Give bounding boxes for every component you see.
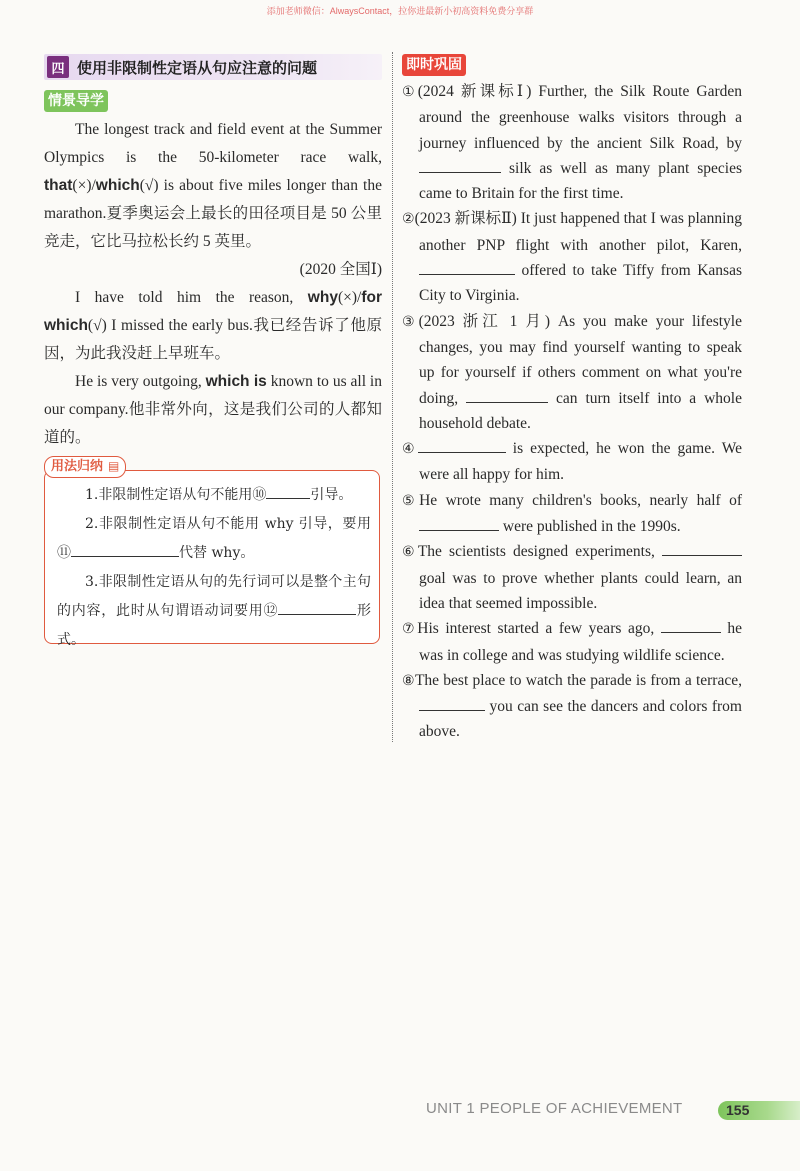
usage-rule-2: 2.非限制性定语从句不能用 why 引导，要用⑪ 代替 why。 bbox=[57, 516, 371, 561]
practice-item-5: ⑤He wrote many children's books, nearly half of were published in the 1990s. bbox=[402, 491, 742, 536]
practice-blank-8[interactable] bbox=[419, 694, 485, 711]
practice-blank-7[interactable] bbox=[661, 616, 721, 633]
practice-blank-3[interactable] bbox=[466, 386, 548, 403]
example-3: He is very outgoing, which is known to us all in our company.他非常外向，这是我们公司的人都知道的。 bbox=[44, 373, 382, 446]
practice-item-2: ②(2023 新课标Ⅱ) It just happened that I was planning another PNP flight with another pilot, Karen, offered to take Tiffy from Kansas City to Virginia. bbox=[402, 210, 742, 305]
section-header bbox=[44, 54, 382, 80]
practice-list bbox=[402, 79, 742, 745]
usage-summary-box bbox=[44, 470, 380, 648]
practice-blank-6[interactable] bbox=[662, 539, 742, 556]
practice-item-7: ⑦His interest started a few years ago, he was in college and was studying wildlife science. bbox=[419, 616, 742, 668]
practice-item-8: ⑧The best place to watch the parade is from a terrace, you can see the dancers and colors from above. bbox=[402, 671, 742, 741]
answer-blank-12[interactable] bbox=[278, 598, 356, 615]
watermark: 添加老师微信：AlwaysContact，拉你进最新小初高资料免费分享群 bbox=[266, 6, 534, 16]
practice-blank-1[interactable] bbox=[419, 156, 501, 173]
practice-blank-2[interactable] bbox=[419, 258, 515, 275]
practice-item-3: ③(2023 浙江 1 月) As you make your lifestyle changes, you may find yourself wanting to speak up for yourself if others comment on what you're doing, can turn itself into a whole household debate. bbox=[402, 312, 742, 432]
practice-tag: 即时巩固 bbox=[402, 54, 466, 76]
answer-blank-10[interactable] bbox=[266, 482, 310, 499]
example-2: I have told him the reason, why(×)/for which(√) I missed the early bus.我已经告诉了他原因，为此我没赶上早班车。 bbox=[44, 289, 382, 362]
usage-rule-1: 1.非限制性定语从句不能用⑩ 引导。 bbox=[57, 481, 371, 510]
usage-rule-3: 3.非限制性定语从句的先行词可以是整个主句的内容，此时从句谓语动词要用⑫ 形式。 bbox=[57, 574, 371, 648]
examples-block bbox=[44, 116, 382, 452]
example-1-source: (2020 全国Ⅰ) bbox=[299, 261, 382, 278]
usage-tag: 用法归纳 ▤ bbox=[44, 456, 126, 478]
unit-title: UNIT 1 PEOPLE OF ACHIEVEMENT bbox=[426, 1100, 683, 1117]
column-divider bbox=[392, 52, 393, 742]
example-1: The longest track and field event at the Summer Olympics is the 50-kilometer race walk, that(×)/which(√) is about five miles longer than the marathon.夏季奥运会上最长的田径项目是 50 公里竞走，它比马拉松长约 5 英里。 bbox=[44, 121, 382, 250]
practice-blank-4[interactable] bbox=[418, 436, 506, 453]
practice-item-4: ④ is expected, he won the game. We were all happy for him. bbox=[419, 436, 742, 488]
practice-item-6: ⑥The scientists designed experiments, goal was to prove whether plants could learn, an idea that seemed impossible. bbox=[419, 539, 742, 616]
practice-item-1: ①(2024 新课标Ⅰ) Further, the Silk Route Garden around the greenhouse walks visitors through a journey influenced by the ancient Silk Road, by silk as well as many plant species came to Britain for the first time. bbox=[402, 83, 742, 203]
page-number: 155 bbox=[718, 1101, 800, 1120]
box-icon: ▤ bbox=[108, 459, 120, 473]
answer-blank-11[interactable] bbox=[71, 540, 179, 557]
section-title: 使用非限制性定语从句应注意的问题 bbox=[77, 58, 318, 77]
practice-blank-5[interactable] bbox=[419, 514, 499, 531]
section-number: 四 bbox=[47, 56, 69, 78]
intro-tag: 情景导学 bbox=[44, 90, 108, 112]
